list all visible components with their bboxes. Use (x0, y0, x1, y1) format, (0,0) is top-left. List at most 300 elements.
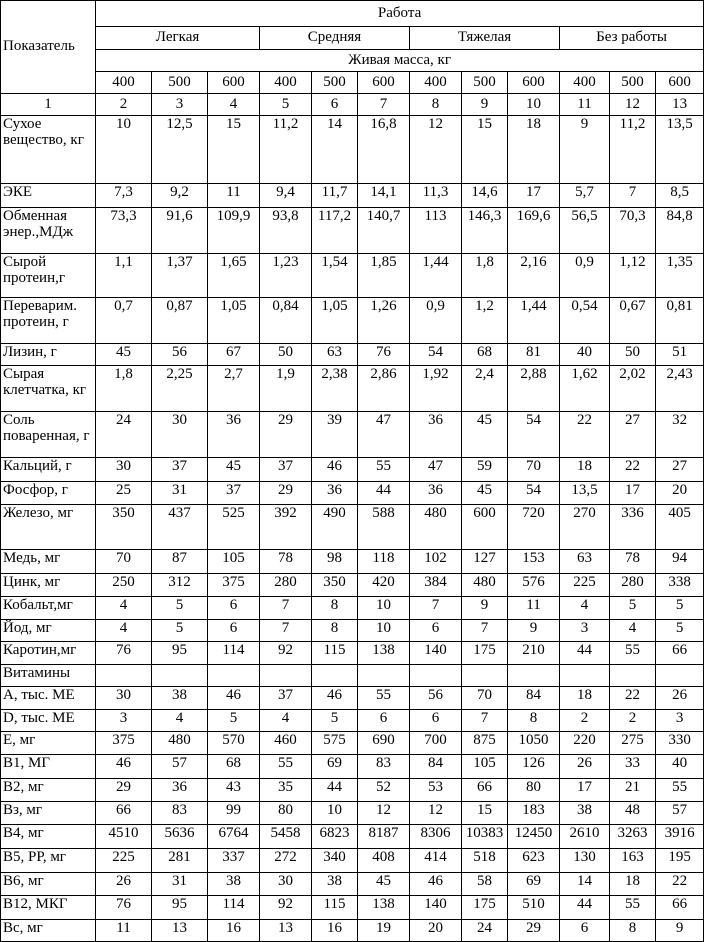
row-label: В12, МКГ (1, 896, 96, 920)
value-cell: 2,02 (610, 366, 656, 412)
value-cell: 16 (312, 920, 358, 942)
row-label: Сырой протеин,г (1, 254, 96, 298)
value-cell: 10 (96, 116, 152, 184)
value-cell: 2,88 (508, 366, 560, 412)
value-cell: 38 (312, 873, 358, 896)
group-header-medium: Средняя (260, 27, 410, 50)
value-cell: 55 (610, 896, 656, 920)
value-cell: 8187 (358, 825, 410, 849)
value-cell: 114 (208, 896, 260, 920)
value-cell: 76 (96, 642, 152, 665)
table-row (1, 412, 704, 458)
value-cell: 55 (610, 642, 656, 665)
row-label: ЭКЕ (1, 184, 96, 208)
value-cell: 37 (208, 482, 260, 505)
value-cell: 45 (462, 482, 508, 505)
value-cell: 3 (560, 620, 610, 642)
row-label: В6, мг (1, 873, 96, 896)
value-cell: 518 (462, 849, 508, 873)
row-label: В5, РР, мг (1, 849, 96, 873)
value-cell: 5 (656, 620, 704, 642)
value-cell: 22 (656, 873, 704, 896)
value-cell: 350 (312, 574, 358, 597)
value-cell: 338 (656, 574, 704, 597)
value-cell: 55 (358, 458, 410, 482)
value-cell: 66 (656, 896, 704, 920)
value-cell: 1,2 (462, 298, 508, 344)
table-row (1, 642, 704, 665)
value-cell: 27 (656, 458, 704, 482)
value-cell: 281 (152, 849, 208, 873)
value-cell: 51 (656, 344, 704, 366)
value-cell: 11 (96, 920, 152, 942)
value-cell: 94 (656, 550, 704, 574)
row-label: Йод, мг (1, 620, 96, 642)
value-cell: 175 (462, 642, 508, 665)
value-cell: 38 (152, 687, 208, 710)
row-label: Витамины (1, 665, 96, 687)
table-row (1, 458, 704, 482)
value-cell: 8306 (410, 825, 462, 849)
value-cell: 84,8 (656, 208, 704, 254)
value-cell: 13 (152, 920, 208, 942)
value-cell: 1,85 (358, 254, 410, 298)
column-number-cell: 11 (560, 94, 610, 116)
value-cell: 337 (208, 849, 260, 873)
value-cell: 18 (560, 458, 610, 482)
value-cell: 11 (508, 597, 560, 620)
table-row (1, 755, 704, 779)
value-cell: 26 (560, 755, 610, 779)
value-cell: 46 (312, 687, 358, 710)
value-cell: 9 (656, 920, 704, 942)
value-cell (312, 665, 358, 687)
value-cell: 8 (312, 597, 358, 620)
value-cell: 92 (260, 896, 312, 920)
value-cell: 57 (656, 802, 704, 825)
value-cell: 272 (260, 849, 312, 873)
value-cell: 1,62 (560, 366, 610, 412)
value-cell: 29 (508, 920, 560, 942)
value-cell: 56,5 (560, 208, 610, 254)
value-cell: 280 (610, 574, 656, 597)
value-cell: 1,8 (96, 366, 152, 412)
value-cell: 46 (96, 755, 152, 779)
column-number-cell: 8 (410, 94, 462, 116)
value-cell: 11,7 (312, 184, 358, 208)
value-cell: 490 (312, 505, 358, 550)
value-cell: 7 (260, 620, 312, 642)
value-cell: 4510 (96, 825, 152, 849)
value-cell: 12 (358, 802, 410, 825)
value-cell: 270 (560, 505, 610, 550)
value-cell: 13,5 (560, 482, 610, 505)
row-label: А, тыс. МЕ (1, 687, 96, 710)
value-cell: 115 (312, 642, 358, 665)
value-cell: 56 (152, 344, 208, 366)
value-cell: 55 (260, 755, 312, 779)
value-cell: 700 (410, 732, 462, 755)
table-row (1, 116, 704, 184)
value-cell: 83 (358, 755, 410, 779)
row-label: Каротин,мг (1, 642, 96, 665)
mass-header-cell: 500 (312, 72, 358, 94)
value-cell: 80 (260, 802, 312, 825)
value-cell: 3916 (656, 825, 704, 849)
value-cell: 18 (610, 873, 656, 896)
value-cell: 0,67 (610, 298, 656, 344)
value-cell: 22 (610, 687, 656, 710)
value-cell: 11,2 (260, 116, 312, 184)
row-label: Кобальт,мг (1, 597, 96, 620)
mass-header-cell: 600 (508, 72, 560, 94)
value-cell: 66 (656, 642, 704, 665)
mass-header-cell: 600 (358, 72, 410, 94)
table-row (1, 873, 704, 896)
value-cell (260, 665, 312, 687)
value-cell: 14,1 (358, 184, 410, 208)
value-cell: 40 (656, 755, 704, 779)
value-cell: 1050 (508, 732, 560, 755)
value-cell: 40 (560, 344, 610, 366)
value-cell: 9,2 (152, 184, 208, 208)
value-cell: 480 (152, 732, 208, 755)
value-cell: 7 (260, 597, 312, 620)
value-cell: 8 (508, 710, 560, 732)
value-cell: 690 (358, 732, 410, 755)
value-cell: 54 (508, 482, 560, 505)
value-cell: 44 (358, 482, 410, 505)
value-cell: 225 (96, 849, 152, 873)
value-cell: 525 (208, 505, 260, 550)
value-cell: 3 (96, 710, 152, 732)
value-cell: 118 (358, 550, 410, 574)
value-cell: 2 (560, 710, 610, 732)
row-label: Фосфор, г (1, 482, 96, 505)
value-cell: 37 (152, 458, 208, 482)
value-cell: 31 (152, 873, 208, 896)
value-cell: 45 (462, 412, 508, 458)
value-cell: 7 (610, 184, 656, 208)
value-cell: 18 (560, 687, 610, 710)
row-label: Вз, мг (1, 802, 96, 825)
value-cell: 29 (260, 482, 312, 505)
value-cell: 225 (560, 574, 610, 597)
value-cell: 12,5 (152, 116, 208, 184)
value-cell: 70 (508, 458, 560, 482)
value-cell: 12 (410, 116, 462, 184)
value-cell: 105 (208, 550, 260, 574)
value-cell: 35 (260, 779, 312, 802)
value-cell: 210 (508, 642, 560, 665)
value-cell: 875 (462, 732, 508, 755)
value-cell: 6 (208, 620, 260, 642)
value-cell: 70 (462, 687, 508, 710)
value-cell: 375 (208, 574, 260, 597)
value-cell: 1,1 (96, 254, 152, 298)
mass-header-cell: 400 (560, 72, 610, 94)
value-cell (656, 665, 704, 687)
value-cell: 375 (96, 732, 152, 755)
value-cell: 169,6 (508, 208, 560, 254)
value-cell: 16 (208, 920, 260, 942)
value-cell: 30 (260, 873, 312, 896)
row-label: Е, мг (1, 732, 96, 755)
table-row (1, 344, 704, 366)
value-cell: 20 (410, 920, 462, 942)
group-header-light: Легкая (96, 27, 260, 50)
value-cell: 69 (312, 755, 358, 779)
value-cell: 220 (560, 732, 610, 755)
value-cell: 392 (260, 505, 312, 550)
value-cell: 30 (96, 687, 152, 710)
row-label: Медь, мг (1, 550, 96, 574)
table-row (1, 665, 704, 687)
value-cell: 109,9 (208, 208, 260, 254)
value-cell: 3263 (610, 825, 656, 849)
mass-header-cell: 400 (410, 72, 462, 94)
value-cell: 9,4 (260, 184, 312, 208)
value-cell (462, 665, 508, 687)
mass-header-cell: 600 (656, 72, 704, 94)
value-cell: 33 (610, 755, 656, 779)
value-cell: 18 (508, 116, 560, 184)
table-row (1, 482, 704, 505)
value-cell: 9 (462, 597, 508, 620)
value-cell: 50 (610, 344, 656, 366)
value-cell: 1,05 (208, 298, 260, 344)
value-cell: 2,38 (312, 366, 358, 412)
value-cell: 83 (152, 802, 208, 825)
value-cell (152, 665, 208, 687)
value-cell: 37 (260, 458, 312, 482)
value-cell: 50 (260, 344, 312, 366)
value-cell: 2,43 (656, 366, 704, 412)
value-cell: 84 (410, 755, 462, 779)
value-cell: 24 (462, 920, 508, 942)
value-cell: 63 (560, 550, 610, 574)
value-cell: 98 (312, 550, 358, 574)
row-label: D, тыс. МЕ (1, 710, 96, 732)
value-cell: 1,8 (462, 254, 508, 298)
value-cell: 47 (358, 412, 410, 458)
value-cell: 195 (656, 849, 704, 873)
value-cell: 3 (656, 710, 704, 732)
value-cell: 140 (410, 642, 462, 665)
value-cell: 480 (410, 505, 462, 550)
value-cell: 14 (312, 116, 358, 184)
value-cell: 0,9 (410, 298, 462, 344)
value-cell: 405 (656, 505, 704, 550)
value-cell: 127 (462, 550, 508, 574)
mass-header-cell: 500 (610, 72, 656, 94)
value-cell: 420 (358, 574, 410, 597)
value-cell: 30 (96, 458, 152, 482)
value-cell: 7,3 (96, 184, 152, 208)
table-row (1, 550, 704, 574)
value-cell: 68 (208, 755, 260, 779)
table-row (1, 687, 704, 710)
value-cell: 44 (560, 642, 610, 665)
value-cell: 68 (462, 344, 508, 366)
value-cell: 48 (610, 802, 656, 825)
column-number-cell: 1 (1, 94, 96, 116)
value-cell: 55 (656, 779, 704, 802)
value-cell: 5 (656, 597, 704, 620)
value-cell: 39 (312, 412, 358, 458)
value-cell: 70 (96, 550, 152, 574)
value-cell: 336 (610, 505, 656, 550)
value-cell: 78 (610, 550, 656, 574)
value-cell: 115 (312, 896, 358, 920)
value-cell: 36 (152, 779, 208, 802)
value-cell: 44 (312, 779, 358, 802)
value-cell: 22 (610, 458, 656, 482)
value-cell: 5 (208, 710, 260, 732)
value-cell: 1,65 (208, 254, 260, 298)
value-cell: 19 (358, 920, 410, 942)
value-cell: 5 (312, 710, 358, 732)
table-row (1, 802, 704, 825)
value-cell (610, 665, 656, 687)
value-cell: 146,3 (462, 208, 508, 254)
value-cell (560, 665, 610, 687)
table-row (1, 849, 704, 873)
value-cell: 95 (152, 896, 208, 920)
value-cell: 15 (462, 116, 508, 184)
value-cell: 4 (610, 620, 656, 642)
value-cell: 30 (152, 412, 208, 458)
value-cell: 69 (508, 873, 560, 896)
column-number-cell: 4 (208, 94, 260, 116)
value-cell: 102 (410, 550, 462, 574)
value-cell: 600 (462, 505, 508, 550)
value-cell: 31 (152, 482, 208, 505)
column-number-cell: 13 (656, 94, 704, 116)
value-cell: 1,44 (410, 254, 462, 298)
value-cell: 43 (208, 779, 260, 802)
value-cell: 73,3 (96, 208, 152, 254)
row-label: Переварим. протеин, г (1, 298, 96, 344)
mass-header-cell: 500 (462, 72, 508, 94)
column-number-cell: 5 (260, 94, 312, 116)
value-cell: 11,3 (410, 184, 462, 208)
value-cell: 623 (508, 849, 560, 873)
value-cell: 7 (462, 620, 508, 642)
value-cell: 2 (610, 710, 656, 732)
value-cell: 47 (410, 458, 462, 482)
column-number-row (1, 94, 704, 116)
value-cell: 11 (208, 184, 260, 208)
value-cell: 84 (508, 687, 560, 710)
value-cell: 45 (208, 458, 260, 482)
value-cell: 312 (152, 574, 208, 597)
table-row (1, 825, 704, 849)
value-cell: 7 (462, 710, 508, 732)
value-cell: 93,8 (260, 208, 312, 254)
value-cell: 140,7 (358, 208, 410, 254)
value-cell: 52 (358, 779, 410, 802)
value-cell: 63 (312, 344, 358, 366)
value-cell: 5458 (260, 825, 312, 849)
value-cell: 80 (508, 779, 560, 802)
value-cell: 408 (358, 849, 410, 873)
row-label: Железо, мг (1, 505, 96, 550)
value-cell: 15 (462, 802, 508, 825)
value-cell: 0,81 (656, 298, 704, 344)
value-cell: 32 (656, 412, 704, 458)
value-cell: 9 (508, 620, 560, 642)
value-cell: 27 (610, 412, 656, 458)
value-cell: 576 (508, 574, 560, 597)
value-cell: 8,5 (656, 184, 704, 208)
value-cell: 13,5 (656, 116, 704, 184)
value-cell: 1,37 (152, 254, 208, 298)
value-cell: 57 (152, 755, 208, 779)
table-row (1, 366, 704, 412)
row-label: Лизин, г (1, 344, 96, 366)
value-cell: 5 (610, 597, 656, 620)
value-cell: 153 (508, 550, 560, 574)
value-cell: 45 (358, 873, 410, 896)
value-cell: 13 (260, 920, 312, 942)
table-row (1, 896, 704, 920)
value-cell: 2,16 (508, 254, 560, 298)
value-cell: 17 (508, 184, 560, 208)
indicator-header: Показатель (1, 1, 96, 94)
table-row (1, 920, 704, 942)
mass-header-cell: 400 (96, 72, 152, 94)
value-cell: 44 (560, 896, 610, 920)
value-cell: 53 (410, 779, 462, 802)
value-cell: 138 (358, 896, 410, 920)
value-cell: 5 (152, 597, 208, 620)
value-cell: 163 (610, 849, 656, 873)
value-cell (508, 665, 560, 687)
value-cell: 480 (462, 574, 508, 597)
column-number-cell: 12 (610, 94, 656, 116)
value-cell: 113 (410, 208, 462, 254)
row-label: Кальций, г (1, 458, 96, 482)
value-cell: 2,7 (208, 366, 260, 412)
table-row (1, 208, 704, 254)
value-cell: 4 (96, 620, 152, 642)
table-row (1, 298, 704, 344)
live-mass-header: Живая масса, кг (96, 50, 704, 72)
column-number-cell: 7 (358, 94, 410, 116)
value-cell: 46 (312, 458, 358, 482)
value-cell: 510 (508, 896, 560, 920)
value-cell: 37 (260, 687, 312, 710)
table-row (1, 254, 704, 298)
group-header-no-work: Без работы (560, 27, 704, 50)
value-cell: 81 (508, 344, 560, 366)
table-row (1, 710, 704, 732)
value-cell: 1,12 (610, 254, 656, 298)
value-cell: 720 (508, 505, 560, 550)
value-cell: 36 (410, 482, 462, 505)
value-cell: 280 (260, 574, 312, 597)
column-number-cell: 2 (96, 94, 152, 116)
value-cell: 9 (560, 116, 610, 184)
value-cell: 46 (410, 873, 462, 896)
value-cell: 437 (152, 505, 208, 550)
value-cell: 10 (312, 802, 358, 825)
value-cell: 38 (560, 802, 610, 825)
value-cell: 126 (508, 755, 560, 779)
value-cell: 1,23 (260, 254, 312, 298)
value-cell: 114 (208, 642, 260, 665)
